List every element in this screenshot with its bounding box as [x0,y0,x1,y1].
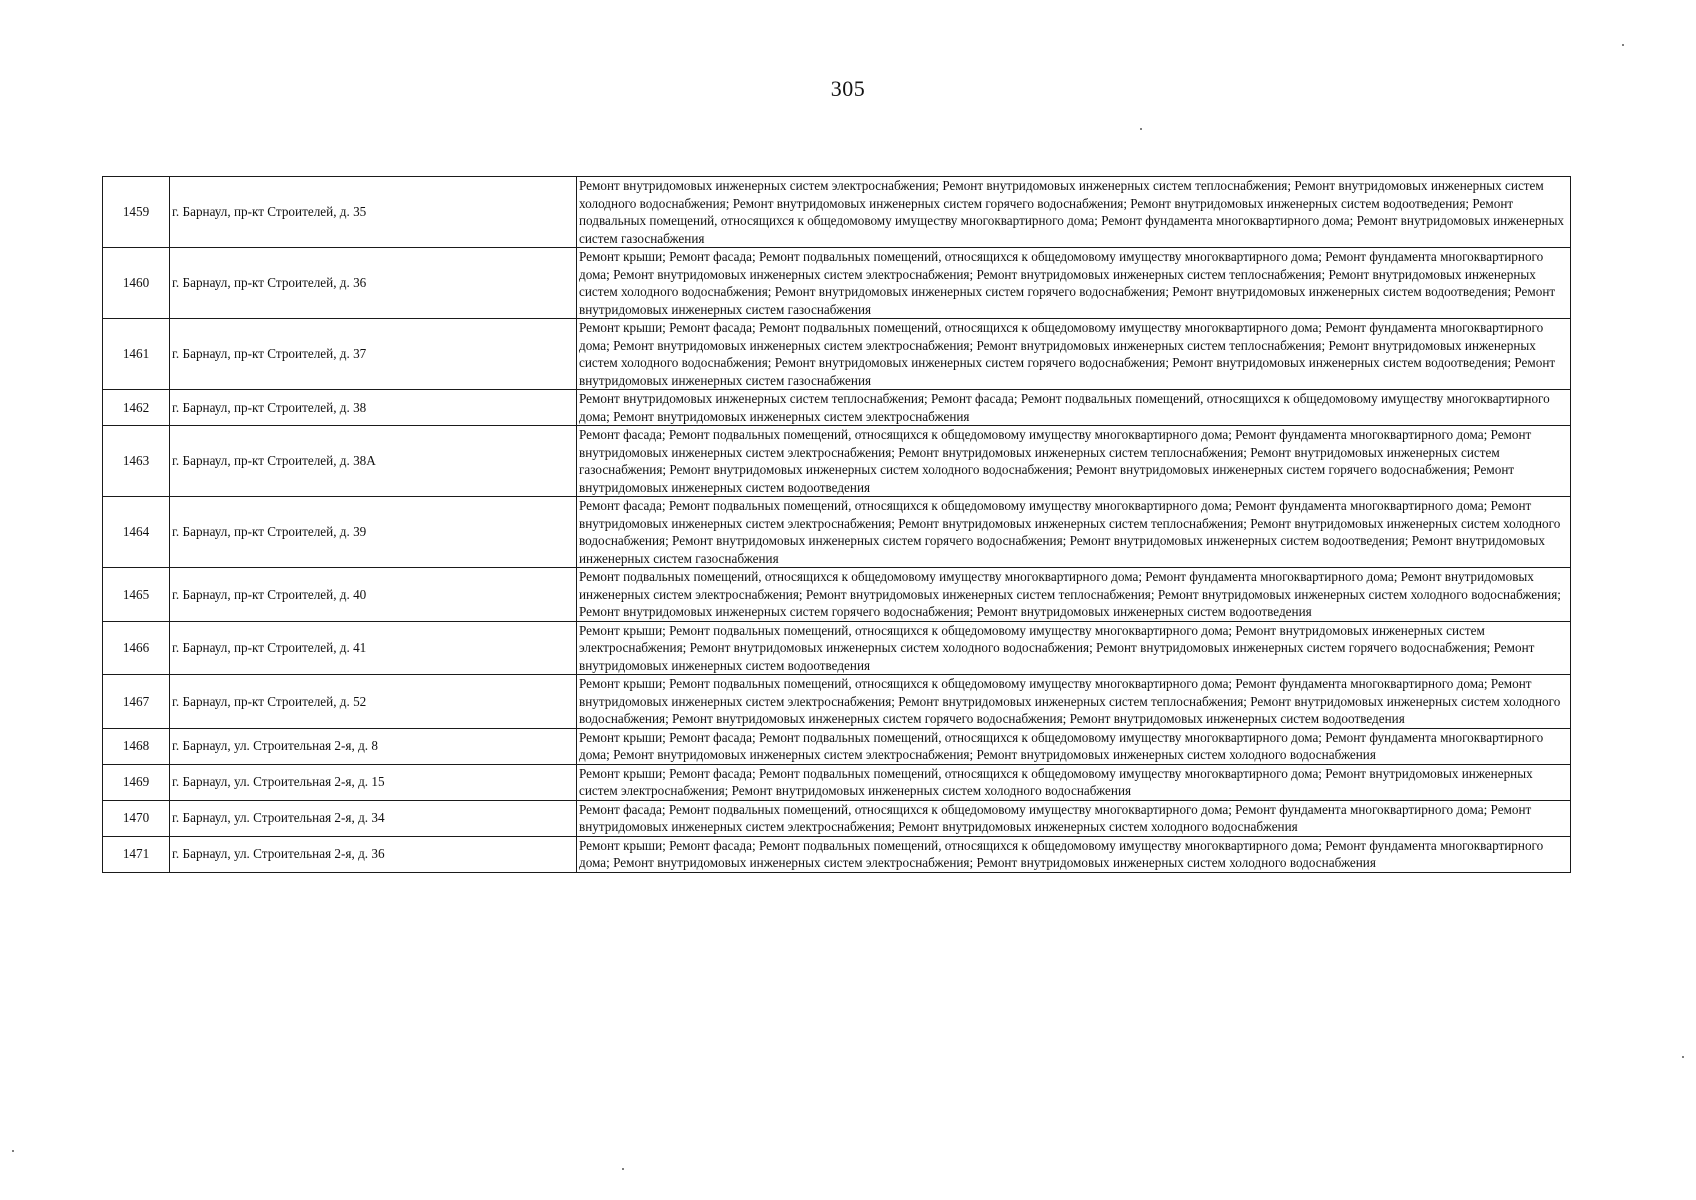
row-number-cell: 1462 [103,390,170,426]
address-cell: г. Барнаул, ул. Строительная 2-я, д. 34 [170,800,577,836]
table-row [103,390,1571,426]
row-number-cell: 1460 [103,248,170,319]
table-row [103,497,1571,568]
scan-speck [1682,1056,1684,1058]
table-row [103,177,1571,248]
address-cell: г. Барнаул, пр-кт Строителей, д. 39 [170,497,577,568]
address-cell: г. Барнаул, пр-кт Строителей, д. 38А [170,426,577,497]
table-row [103,675,1571,729]
address-cell: г. Барнаул, пр-кт Строителей, д. 35 [170,177,577,248]
row-number-cell: 1459 [103,177,170,248]
works-cell: Ремонт крыши; Ремонт фасада; Ремонт подвальных помещений, относящихся к общедомовому имуществу многоквартирного дома; Ремонт фундамента многоквартирного дома; Ремонт внутридомовых инженерных систем электроснабжения; Ремонт внутридомовых инженерных систем холодного водоснабжения [577,836,1571,872]
works-cell: Ремонт крыши; Ремонт подвальных помещений, относящихся к общедомовому имуществу многоквартирного дома; Ремонт внутридомовых инженерных систем электроснабжения; Ремонт внутридомовых инженерных систем холодного водоснабжения; Ремонт внутридомовых инженерных систем горячего водоснабжения; Ремонт внутридомовых инженерных систем водоотведения [577,621,1571,675]
works-cell: Ремонт внутридомовых инженерных систем теплоснабжения; Ремонт фасада; Ремонт подвальных помещений, относящихся к общедомовому имуществу многоквартирного дома; Ремонт внутридомовых инженерных систем электроснабжения [577,390,1571,426]
row-number-cell: 1469 [103,764,170,800]
registry-body [103,177,1571,873]
works-cell: Ремонт фасада; Ремонт подвальных помещений, относящихся к общедомовому имуществу многоквартирного дома; Ремонт фундамента многоквартирного дома; Ремонт внутридомовых инженерных систем электроснабжения; Ремонт внутридомовых инженерных систем теплоснабжения; Ремонт внутридомовых инженерных систем холодного водоснабжения; Ремонт внутридомовых инженерных систем горячего водоснабжения; Ремонт внутридомовых инженерных систем водоотведения; Ремонт внутридомовых инженерных систем газоснабжения [577,497,1571,568]
works-cell: Ремонт крыши; Ремонт фасада; Ремонт подвальных помещений, относящихся к общедомовому имуществу многоквартирного дома; Ремонт внутридомовых инженерных систем электроснабжения; Ремонт внутридомовых инженерных систем холодного водоснабжения [577,764,1571,800]
table-row [103,800,1571,836]
table-row [103,319,1571,390]
works-cell: Ремонт фасада; Ремонт подвальных помещений, относящихся к общедомовому имуществу многоквартирного дома; Ремонт фундамента многоквартирного дома; Ремонт внутридомовых инженерных систем электроснабжения; Ремонт внутридомовых инженерных систем теплоснабжения; Ремонт внутридомовых инженерных систем газоснабжения; Ремонт внутридомовых инженерных систем холодного водоснабжения; Ремонт внутридомовых инженерных систем горячего водоснабжения; Ремонт внутридомовых инженерных систем водоотведения [577,426,1571,497]
works-cell: Ремонт внутридомовых инженерных систем электроснабжения; Ремонт внутридомовых инженерных систем теплоснабжения; Ремонт внутридомовых инженерных систем холодного водоснабжения; Ремонт внутридомовых инженерных систем горячего водоснабжения; Ремонт внутридомовых инженерных систем водоотведения; Ремонт подвальных помещений, относящихся к общедомовому имуществу многоквартирного дома; Ремонт фундамента многоквартирного дома; Ремонт внутридомовых инженерных систем газоснабжения [577,177,1571,248]
address-cell: г. Барнаул, пр-кт Строителей, д. 41 [170,621,577,675]
address-cell: г. Барнаул, пр-кт Строителей, д. 52 [170,675,577,729]
table-row [103,836,1571,872]
table-row [103,426,1571,497]
works-cell: Ремонт фасада; Ремонт подвальных помещений, относящихся к общедомовому имуществу многоквартирного дома; Ремонт фундамента многоквартирного дома; Ремонт внутридомовых инженерных систем электроснабжения; Ремонт внутридомовых инженерных систем холодного водоснабжения [577,800,1571,836]
works-cell: Ремонт крыши; Ремонт подвальных помещений, относящихся к общедомовому имуществу многоквартирного дома; Ремонт фундамента многоквартирного дома; Ремонт внутридомовых инженерных систем электроснабжения; Ремонт внутридомовых инженерных систем теплоснабжения; Ремонт внутридомовых инженерных систем холодного водоснабжения; Ремонт внутридомовых инженерных систем горячего водоснабжения; Ремонт внутридомовых инженерных систем водоотведения [577,675,1571,729]
row-number-cell: 1471 [103,836,170,872]
works-cell: Ремонт подвальных помещений, относящихся к общедомовому имуществу многоквартирного дома; Ремонт фундамента многоквартирного дома; Ремонт внутридомовых инженерных систем электроснабжения; Ремонт внутридомовых инженерных систем теплоснабжения; Ремонт внутридомовых инженерных систем холодного водоснабжения; Ремонт внутридомовых инженерных систем горячего водоснабжения; Ремонт внутридомовых инженерных систем водоотведения [577,568,1571,622]
address-cell: г. Барнаул, ул. Строительная 2-я, д. 36 [170,836,577,872]
address-cell: г. Барнаул, пр-кт Строителей, д. 36 [170,248,577,319]
table-row [103,568,1571,622]
scan-speck [1622,44,1624,46]
row-number-cell: 1464 [103,497,170,568]
address-cell: г. Барнаул, пр-кт Строителей, д. 37 [170,319,577,390]
table-row [103,248,1571,319]
works-cell: Ремонт крыши; Ремонт фасада; Ремонт подвальных помещений, относящихся к общедомовому имуществу многоквартирного дома; Ремонт фундамента многоквартирного дома; Ремонт внутридомовых инженерных систем электроснабжения; Ремонт внутридомовых инженерных систем холодного водоснабжения [577,728,1571,764]
repair-registry-table [102,176,1571,873]
address-cell: г. Барнаул, ул. Строительная 2-я, д. 15 [170,764,577,800]
row-number-cell: 1467 [103,675,170,729]
address-cell: г. Барнаул, ул. Строительная 2-я, д. 8 [170,728,577,764]
works-cell: Ремонт крыши; Ремонт фасада; Ремонт подвальных помещений, относящихся к общедомовому имуществу многоквартирного дома; Ремонт фундамента многоквартирного дома; Ремонт внутридомовых инженерных систем электроснабжения; Ремонт внутридомовых инженерных систем теплоснабжения; Ремонт внутридомовых инженерных систем холодного водоснабжения; Ремонт внутридомовых инженерных систем горячего водоснабжения; Ремонт внутридомовых инженерных систем водоотведения; Ремонт внутридомовых инженерных систем газоснабжения [577,248,1571,319]
table-row [103,728,1571,764]
scan-speck [622,1168,624,1170]
row-number-cell: 1466 [103,621,170,675]
works-cell: Ремонт крыши; Ремонт фасада; Ремонт подвальных помещений, относящихся к общедомовому имуществу многоквартирного дома; Ремонт фундамента многоквартирного дома; Ремонт внутридомовых инженерных систем электроснабжения; Ремонт внутридомовых инженерных систем теплоснабжения; Ремонт внутридомовых инженерных систем холодного водоснабжения; Ремонт внутридомовых инженерных систем горячего водоснабжения; Ремонт внутридомовых инженерных систем водоотведения; Ремонт внутридомовых инженерных систем газоснабжения [577,319,1571,390]
scan-speck [12,1150,14,1152]
table-row [103,764,1571,800]
row-number-cell: 1461 [103,319,170,390]
table-row [103,621,1571,675]
page-number: 305 [830,76,866,101]
address-cell: г. Барнаул, пр-кт Строителей, д. 40 [170,568,577,622]
row-number-cell: 1470 [103,800,170,836]
row-number-cell: 1468 [103,728,170,764]
row-number-cell: 1465 [103,568,170,622]
address-cell: г. Барнаул, пр-кт Строителей, д. 38 [170,390,577,426]
row-number-cell: 1463 [103,426,170,497]
scan-speck [1140,128,1142,130]
